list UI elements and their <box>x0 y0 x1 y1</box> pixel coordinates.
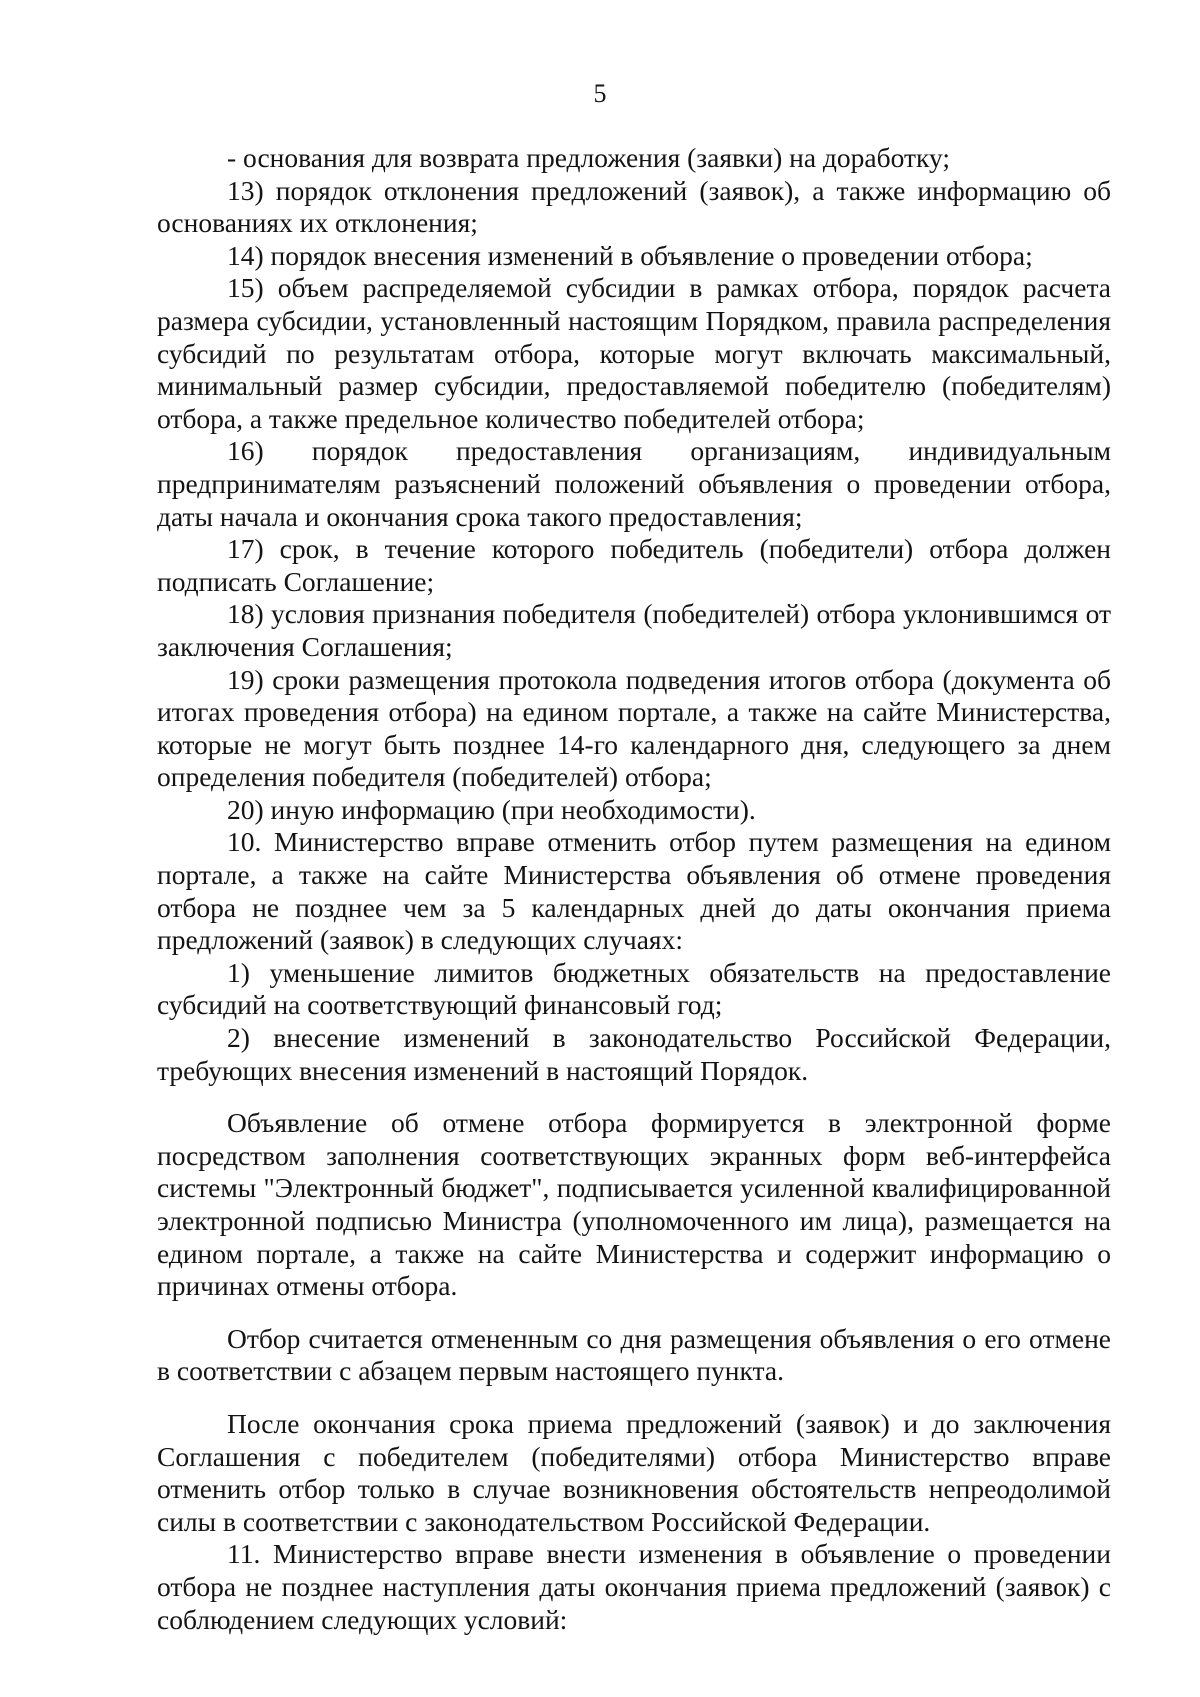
paragraph-item-18: 18) условия признания победителя (победителей) отбора уклонившимся от заключения Соглашения; <box>157 598 1111 662</box>
paragraph-clause-10: 10. Министерство вправе отменить отбор путем размещения на едином портале, а также на сайте Министерства объявления об отмене проведения отбора не позднее чем за 5 календарных дней до даты окончания приема предложений (заявок) в следующих случаях: <box>157 826 1111 956</box>
paragraph-return-grounds: - основания для возврата предложения (заявки) на доработку; <box>227 142 950 173</box>
paragraph-item-16: 16) порядок предоставления организациям, индивидуальным предпринимателям разъяснений положений объявления о проведении отбора, даты начала и окончания срока такого предоставления; <box>157 435 1111 532</box>
paragraph-item-14: 14) порядок внесения изменений в объявление о проведении отбора; <box>227 239 1033 271</box>
paragraph-item-20: 20) иную информацию (при необходимости). <box>227 793 756 825</box>
paragraph-force-majeure: После окончания срока приема предложений (заявок) и до заключения Соглашения с победителем (победителями) отбора Министерство вправе отменить отбор только в случае возникновения обстоятельств непреодолимой силы в соответствии с законодательством Российской Федерации. <box>157 1407 1111 1537</box>
paragraph-case-1: 1) уменьшение лимитов бюджетных обязательств на предоставление субсидий на соответствующий финансовый год; <box>157 956 1111 1021</box>
paragraph-item-13: 13) порядок отклонения предложений (заявок), а также информацию об основаниях их отклонения; <box>157 174 1111 239</box>
page-number: 5 <box>593 79 607 108</box>
paragraph-item-19: 19) сроки размещения протокола подведения итогов отбора (документа об итогах проведения отбора) на едином портале, а также на сайте Министерства, которые не могут быть позднее 14-го календарного дня, следующего за днем определения победителя (победителей) отбора; <box>157 663 1111 793</box>
paragraph-item-15: 15) объем распределяемой субсидии в рамках отбора, порядок расчета размера субсидии, установленный настоящим Порядком, правила распределения субсидий по результатам отбора, которые могут включать максимальный, минимальный размер субсидии, предоставляемой победителю (победителям) отбора, а также предельное количество победителей отбора; <box>157 272 1111 434</box>
paragraph-case-2: 2) внесение изменений в законодательство Российской Федерации, требующих внесения изменений в настоящий Порядок. <box>157 1022 1111 1086</box>
paragraph-cancel-effective: Отбор считается отмененным со дня размещения объявления о его отмене в соответствии с абзацем первым настоящего пункта. <box>157 1322 1111 1387</box>
document-body <box>157 142 1111 1636</box>
paragraph-item-17: 17) срок, в течение которого победитель (победители) отбора должен подписать Соглашение; <box>157 533 1111 597</box>
paragraph-clause-11: 11. Министерство вправе внести изменения в объявление о проведении отбора не позднее наступления даты окончания приема предложений (заявок) с соблюдением следующих условий: <box>157 1538 1111 1635</box>
paragraph-cancel-announcement: Объявление об отмене отбора формируется в электронной форме посредством заполнения соответствующих экранных форм веб-интерфейса системы "Электронный бюджет", подписывается усиленной квалифицированной электронной подписью Министра (уполномоченного им лица), размещается на едином портале, а также на сайте Министерства и содержит информацию о причинах отмены отбора. <box>157 1107 1111 1302</box>
